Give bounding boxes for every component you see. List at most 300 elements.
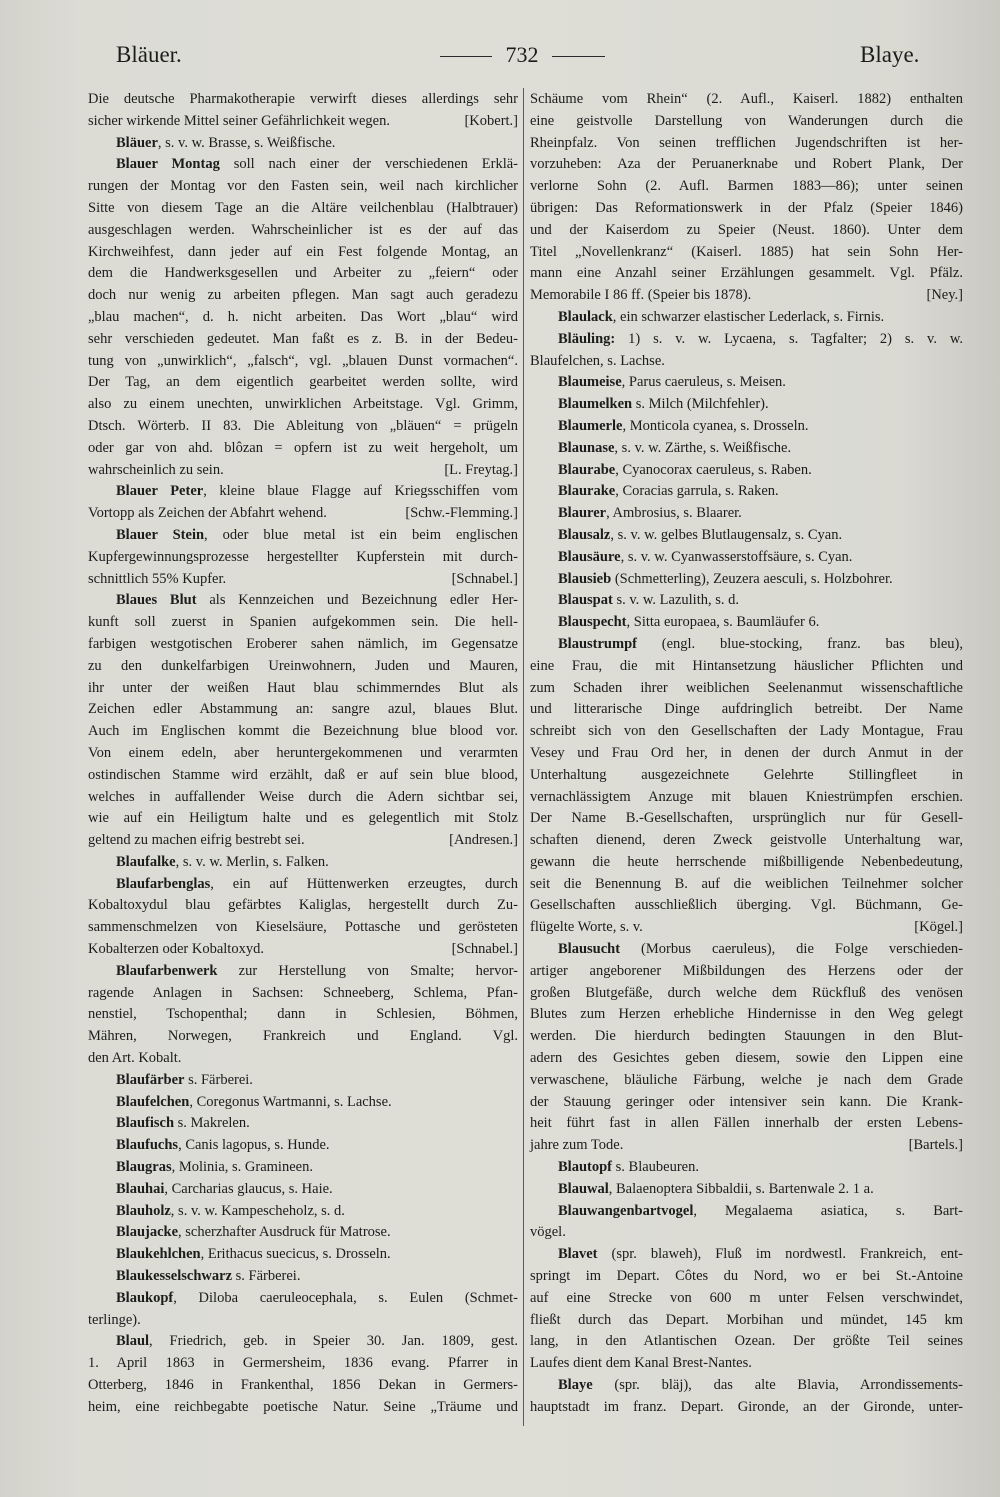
entry-line	[88, 765, 518, 787]
header-rule-right	[552, 56, 605, 57]
entry-text: hauptstadt im franz. Depart. Gironde, an der Gironde, unter-	[530, 1398, 963, 1415]
entry-text: werden. Die hierdurch bedingten Stauungen in den Blut-	[530, 1028, 963, 1045]
entry	[530, 416, 963, 438]
entry-text: ihr unter der weißen Haut blau schimmerndes Blut als	[88, 679, 518, 696]
headword: Blaumeise	[558, 374, 622, 391]
author-signature: [Schnabel.]	[451, 941, 518, 958]
entry	[530, 590, 963, 612]
headword: Blaul	[116, 1333, 150, 1350]
entry-line-text	[530, 1135, 623, 1157]
entry-line	[530, 983, 963, 1005]
entry-line	[88, 307, 518, 329]
entry-text: Kobaltoxydul blau gefärbtes Kaliglas, hergestellt durch Zu-	[88, 897, 518, 914]
entry-line	[530, 699, 963, 721]
entry-line	[530, 285, 963, 307]
entry-text: Otterberg, 1846 in Frankenthal, 1856 Dekan in Germers-	[88, 1377, 518, 1394]
entry-line	[88, 895, 518, 917]
headword: Blaukopf	[116, 1289, 174, 1306]
entry-line	[88, 808, 518, 830]
entry-line	[530, 1048, 963, 1070]
entry-text: fließt durch das Depart. Morbihan und mündet, 145 km	[530, 1311, 963, 1328]
entry-line	[88, 133, 518, 155]
entry	[530, 939, 963, 1157]
entry-text: Rheinpfalz. Von seinen trefflichen Jugendschriften ist her-	[530, 134, 963, 151]
entry-line	[530, 329, 963, 351]
entry-text: , Coregonus Wartmanni, s. Lachse.	[189, 1093, 392, 1110]
entry-text: also zu einem unechten, unwirklichen Arbeitstage. Vgl. Grimm,	[88, 396, 518, 413]
entry-text: übrigen: Das Reformationswerk in der Pfalz (Speier 1846)	[530, 199, 963, 216]
entry-text: wie auf ein Heiligtum halte und es gelegentlich mit Stolz	[88, 810, 518, 827]
entry-line	[88, 1113, 518, 1135]
headword: Blautopf	[558, 1159, 612, 1176]
headword: Blauhai	[116, 1180, 165, 1197]
entry-text: (Morbus caeruleus), die Folge verschieden-	[620, 941, 963, 958]
headword: Blausieb	[558, 570, 612, 587]
entry-text: oder gar von ahd. blôzan = opfern ist zu weit hergeholt, um	[88, 439, 518, 456]
entry-line	[88, 1026, 518, 1048]
entry-text: Von einem edeln, aber heruntergekommenen und verarmten	[88, 744, 518, 761]
entry	[530, 525, 963, 547]
entry-line	[530, 1266, 963, 1288]
entry-text: auf eine Strecke von 600 m unter Felsen verschwindet,	[530, 1289, 963, 1306]
entry-line	[530, 372, 963, 394]
entry-line	[88, 830, 518, 852]
entry-text: vernachlässigtem Anzuge mit blauen Kniestrümpfen erschien.	[530, 788, 963, 805]
entry-text: , Monticola cyanea, s. Drosseln.	[622, 417, 809, 434]
entry-line	[88, 460, 518, 482]
headword: Blaufarbenglas	[116, 875, 211, 892]
entry-line	[88, 634, 518, 656]
entry-line	[88, 351, 518, 373]
entry-line	[88, 612, 518, 634]
entry-line-text	[530, 917, 643, 939]
entry-text: s. Färberei.	[184, 1071, 253, 1088]
entry-text: s. Makrelen.	[174, 1115, 250, 1132]
author-signature: [L. Freytag.]	[444, 461, 518, 478]
entry-line	[530, 1353, 963, 1375]
entry-text: artiger angeborener Mißbildungen des Herzens oder der	[530, 962, 963, 979]
entry-line	[88, 547, 518, 569]
entry-text: , s. v. w. Cyanwasserstoffsäure, s. Cyan.	[620, 548, 853, 565]
headword: Blaumerle	[558, 417, 623, 434]
entry-line	[530, 1201, 963, 1223]
entry-line	[88, 874, 518, 896]
entry-text: Titel „Novellenkranz“ (Kaiserl. 1885) hat sein Sohn Her-	[530, 243, 963, 260]
entry	[88, 1331, 518, 1418]
entry	[88, 1179, 518, 1201]
headword: Blaunase	[558, 439, 615, 456]
entry-line	[88, 590, 518, 612]
headword: Blaues Blut	[116, 592, 197, 609]
entry-text: verwaschene, bläuliche Färbung, welche je nach dem Grade	[530, 1071, 963, 1088]
entry-text: (Schmetterling), Zeuzera aesculi, s. Holzbohrer.	[611, 570, 893, 587]
entry-line	[88, 438, 518, 460]
entry-text: , ein schwarzer elastischer Lederlack, s. Firnis.	[612, 308, 885, 325]
entry-line	[88, 154, 518, 176]
entry-line	[88, 678, 518, 700]
entry-text: ragende Anlagen in Sachsen: Schneeberg, Schlema, Pfan-	[88, 984, 518, 1001]
entry-text: Schäume vom Rhein“ (2. Aufl., Kaiserl. 1882) enthalten	[530, 91, 963, 107]
entry	[88, 1135, 518, 1157]
entry-line	[530, 525, 963, 547]
headword: Blauer Montag	[116, 156, 220, 173]
entry-line	[530, 1026, 963, 1048]
entry-text: 1. April 1863 in Germersheim, 1836 evang. Pfarrer in	[88, 1355, 518, 1372]
entry-line	[530, 263, 963, 285]
entry-text: , s. v. w. Brasse, s. Weißfische.	[157, 134, 336, 151]
entry-line	[530, 198, 963, 220]
entry-line	[88, 1201, 518, 1223]
entry-line	[88, 1353, 518, 1375]
headword: Blauer Peter	[116, 483, 204, 500]
entry	[530, 89, 963, 307]
entry-line	[530, 1135, 963, 1157]
entry-text: vorzuheben: Aza der Peruanerknabe und Robert Plank, Der	[530, 156, 963, 173]
author-signature: [Kögel.]	[914, 919, 963, 936]
entry-line	[88, 198, 518, 220]
entry	[530, 481, 963, 503]
entry-line	[530, 961, 963, 983]
entry	[88, 1201, 518, 1223]
entry-text: vögel.	[530, 1224, 566, 1241]
entry-text: gewann die heute herrschende mißbilligende Nebenbedeutung,	[530, 853, 963, 870]
entry-text: , oder blue metal ist ein beim englischen	[204, 526, 518, 543]
entry	[88, 1113, 518, 1135]
entry-text: s. Blaubeuren.	[612, 1159, 699, 1176]
entry-text: ostindischen Stamme wird erzählt, daß er auf sein blue blood,	[88, 766, 518, 783]
entry-line	[88, 961, 518, 983]
running-head-right: Blaye.	[860, 42, 920, 67]
headword: Blauholz	[116, 1202, 171, 1219]
entry	[88, 1070, 518, 1092]
entry-text: eine Frau, die mit Hintansetzung häuslicher Pflichten und	[530, 657, 963, 674]
entry-text: , kleine blaue Flagge auf Kriegsschiffen vom	[203, 483, 518, 500]
entry-text: Der Name B.-Gesellschaften, ursprünglich nur für Gesell-	[530, 810, 963, 827]
entry-line	[530, 1222, 963, 1244]
headword: Blaurer	[558, 505, 607, 522]
entry	[88, 1092, 518, 1114]
headword: Blaulack	[558, 308, 613, 325]
author-signature: [Andresen.]	[449, 832, 518, 849]
entry	[530, 394, 963, 416]
entry-text: Kupfergewinnungsprozesse hergestellter Kupferstein mit durch-	[88, 548, 518, 565]
entry	[530, 329, 963, 373]
entry-line	[88, 220, 518, 242]
headword: Bläuling:	[558, 330, 616, 347]
entry-line-text	[530, 285, 751, 307]
entry-text: heim, eine reichbegabte poetische Natur. Seine „Träume und	[88, 1398, 518, 1415]
entry-line	[88, 1288, 518, 1310]
headword: Blaufisch	[116, 1115, 175, 1132]
entry-text: , Coracias garrula, s. Raken.	[615, 483, 779, 500]
entry-line	[530, 1310, 963, 1332]
entry-line	[88, 1092, 518, 1114]
page-number: 732	[505, 42, 539, 67]
entry-line	[88, 503, 518, 525]
headword: Blaujacke	[116, 1224, 179, 1241]
entry-line	[530, 176, 963, 198]
headword: Blaukesselschwarz	[116, 1268, 232, 1285]
entry	[530, 438, 963, 460]
entry-text: doch nur wenig zu arbeiten pflegen. Man sagt auch geradezu	[88, 287, 518, 304]
entry-line	[530, 1375, 963, 1397]
entry-text: Gesellschaften ausschließlich überging. Vgl. Büchmann, Ge-	[530, 897, 963, 914]
entry-line	[530, 133, 963, 155]
entry-text: sammenschmelzen von Kieselsäure, Pottasche und gerösteten	[88, 919, 518, 936]
entry-line	[530, 154, 963, 176]
entry-line	[88, 1331, 518, 1353]
entry-text: , Friedrich, geb. in Speier 30. Jan. 1809, gest.	[149, 1333, 518, 1350]
entry-text: schaften dienend, deren Zweck geistvolle Unterhaltung war,	[530, 832, 963, 849]
entry-line	[530, 830, 963, 852]
entry-line	[530, 89, 963, 111]
entry-line	[88, 242, 518, 264]
column-divider	[523, 88, 524, 1426]
entry-text: lang, in den Atlantischen Ozean. Der größte Teil seines	[530, 1333, 963, 1350]
entry-text: zum Schaden ihrer weiblichen Seelenanmut wissenschaftliche	[530, 679, 963, 696]
entry-line	[88, 1048, 518, 1070]
entry-line-text	[88, 460, 224, 482]
entry	[88, 961, 518, 1070]
entry-line	[530, 743, 963, 765]
entry-text: , Megalaema asiatica, s. Bart-	[693, 1202, 963, 1219]
entry-line	[88, 699, 518, 721]
entry	[530, 307, 963, 329]
entry-text: und der Kaiserdom zu Speier (Neust. 1860). Unter dem	[530, 221, 963, 238]
headword: Bläuer	[116, 134, 158, 151]
entry-text: Vortopp als Zeichen der Abfahrt wehend.	[88, 505, 327, 522]
header-rule-left	[440, 56, 492, 57]
headword: Blavet	[558, 1246, 598, 1263]
entry-line	[88, 285, 518, 307]
entry	[88, 852, 518, 874]
entry-line	[88, 939, 518, 961]
headword: Blausäure	[558, 548, 621, 565]
entry-line	[530, 242, 963, 264]
entry-text: (engl. blue-stocking, franz. bas bleu),	[636, 635, 963, 652]
running-head-left: Bläuer.	[116, 42, 182, 67]
entry	[530, 1244, 963, 1375]
entry-line	[530, 569, 963, 591]
entry	[88, 154, 518, 481]
entry-text: rungen der Montag vor den Fasten sein, weil nach kirchlicher	[88, 178, 518, 195]
entry-text: s. Färberei.	[232, 1268, 301, 1285]
entry-text: nenstiel, Tschopenthal; dann in Schlesien, Böhmen,	[88, 1006, 518, 1023]
entry-line	[530, 416, 963, 438]
right-column	[530, 89, 963, 1419]
entry	[88, 525, 518, 590]
entry	[88, 1288, 518, 1332]
entry-text: , Molinia, s. Gramineen.	[171, 1159, 313, 1176]
entry-line	[530, 590, 963, 612]
entry-line	[530, 939, 963, 961]
entry-text: , Canis lagopus, s. Hunde.	[178, 1137, 330, 1154]
entry	[530, 1179, 963, 1201]
entry-line	[530, 1397, 963, 1419]
entry-line	[530, 1331, 963, 1353]
entry-text: geltend zu machen eifrig bestrebt sei.	[88, 832, 305, 849]
headword: Blauspat	[558, 592, 613, 609]
entry-text: , s. v. w. gelbes Blutlaugensalz, s. Cyan.	[610, 526, 843, 543]
entry-line	[88, 1179, 518, 1201]
author-signature: [Kobert.]	[464, 112, 518, 129]
entry	[530, 460, 963, 482]
entry-line	[88, 329, 518, 351]
headword: Blausucht	[558, 941, 621, 958]
entry-line	[530, 874, 963, 896]
entry-text: ausgeschlagen werden. Wahrscheinlicher ist es der auf das	[88, 221, 518, 238]
entry-text: sehr verschieden gedeutet. Man faßt es z. B. in der Bedeu-	[88, 330, 518, 347]
entry-text: schnittlich 55% Kupfer.	[88, 570, 227, 587]
entry-line	[530, 1179, 963, 1201]
entry-line	[88, 983, 518, 1005]
entry	[88, 89, 518, 133]
entry-line-text	[88, 830, 305, 852]
entry-text: Mähren, Norwegen, Frankreich und England. Vgl.	[88, 1028, 518, 1045]
entry-line	[530, 1157, 963, 1179]
entry-text: soll nach einer der verschiedenen Erklä-	[219, 156, 518, 173]
headword: Blaukehlchen	[116, 1246, 201, 1263]
author-signature: [Bartels.]	[908, 1137, 963, 1154]
author-signature: [Ney.]	[926, 287, 963, 304]
entry-text: den Art. Kobalt.	[88, 1050, 182, 1067]
entry-text: seit die Benennung B. auf die weiblichen Teilnehmer solcher	[530, 875, 963, 892]
headword: Blaustrumpf	[558, 635, 637, 652]
entry-line	[88, 394, 518, 416]
entry	[88, 1222, 518, 1244]
entry-line-text	[88, 569, 226, 591]
entry-text: Zeichen edler Abstammung an: sangre azul, blaues Blut.	[88, 701, 518, 718]
entry-line	[88, 372, 518, 394]
entry-text: , Balaenoptera Sibbaldii, s. Bartenwale 2. 1 a.	[608, 1180, 874, 1197]
entry-line	[530, 678, 963, 700]
entry-text: , scherzhafter Ausdruck für Matrose.	[178, 1224, 391, 1241]
entry-text: Unterhaltung ausgezeichnete Gelehrte Stillingfleet in	[530, 766, 963, 783]
entry-line	[530, 917, 963, 939]
entry-text: dem die Handwerksgesellen und Arbeiter zu „feiern“ oder	[88, 265, 518, 282]
entry-line	[530, 787, 963, 809]
entry-line	[530, 307, 963, 329]
entry-text: Kirchweihfest, dann jeder auf ein Fest folgende Montag, an	[88, 243, 518, 260]
entry-text: , Carcharias glaucus, s. Haie.	[164, 1180, 333, 1197]
headword: Blauwangenbartvogel	[558, 1202, 694, 1219]
entry-line	[530, 765, 963, 787]
entry-text: Sitte von diesem Tage an die Altäre veilchenblau (Halbtrauer)	[88, 199, 518, 216]
entry-line	[530, 460, 963, 482]
entry	[530, 612, 963, 634]
entry-text: (spr. bläj), das alte Blavia, Arrondissements-	[592, 1377, 963, 1394]
entry-line	[88, 525, 518, 547]
headword: Blaufuchs	[116, 1137, 179, 1154]
entry-text: Memorabile I 86 ff. (Speier bis 1878).	[530, 287, 752, 304]
entry-text: und litterarische Dinge aufdringlich betreibt. Der Name	[530, 701, 963, 718]
entry	[88, 481, 518, 525]
entry-text: , ein auf Hüttenwerken erzeugtes, durch	[210, 875, 518, 892]
entry-text: , Parus caeruleus, s. Meisen.	[621, 374, 786, 391]
headword: Blaufärber	[116, 1071, 185, 1088]
entry-line	[88, 481, 518, 503]
entry-text: flügelte Worte, s. v.	[530, 919, 643, 936]
entry-text: großen Blutgefäße, durch welche dem Rückfluß des venösen	[530, 984, 963, 1001]
entry-text: als Kennzeichen und Bezeichnung edler Her-	[196, 592, 519, 609]
entry-text: tung von „unwirklich“, „falsch“, vgl. „blauen Dunst vormachen“.	[88, 352, 518, 369]
entry-line	[88, 1266, 518, 1288]
entry	[530, 1157, 963, 1179]
entry-text: mann eine Anzahl seiner Erzählungen gesammelt. Vgl. Pfälz.	[530, 265, 963, 282]
entry-line	[530, 1113, 963, 1135]
entry-line	[88, 1397, 518, 1419]
entry-text: welches in auffallender Weise durch die Adern sichtbar sei,	[88, 788, 518, 805]
entry-text: farbigen westgotischen Eroberer sahen nämlich, im Gegensatze	[88, 635, 518, 652]
entry-line	[88, 1244, 518, 1266]
headword: Blausalz	[558, 526, 611, 543]
entry	[88, 1157, 518, 1179]
entry-text: , Erithacus suecicus, s. Drosseln.	[200, 1246, 391, 1263]
entry-line	[530, 721, 963, 743]
entry-text: kunft soll zuerst in Spanien aufgekommen sein. Die hell-	[88, 614, 518, 631]
entry-text: „blau machen“, d. h. nicht arbeiten. Das Wort „blau“ wird	[88, 308, 518, 325]
headword: Blaufalke	[116, 853, 176, 870]
entry-line	[530, 481, 963, 503]
entry-line	[88, 743, 518, 765]
entry-line	[88, 1222, 518, 1244]
entry-line-text	[88, 939, 264, 961]
entry-text: verlorne Sohn (2. Aufl. Barmen 1883—86); unter seinen	[530, 178, 963, 195]
entry-line	[88, 1157, 518, 1179]
entry-line	[88, 1375, 518, 1397]
entry-line	[88, 176, 518, 198]
entry-line	[530, 547, 963, 569]
entry-line	[530, 612, 963, 634]
entry	[88, 590, 518, 852]
entry-text: zu den dunkelfarbigen Ureinwohnern, Juden und Mauren,	[88, 657, 518, 674]
entry-line	[530, 1092, 963, 1114]
entry	[530, 372, 963, 394]
entry-text: s. Milch (Milchfehler).	[632, 396, 769, 413]
entry-line	[530, 1288, 963, 1310]
entry-line	[88, 1135, 518, 1157]
entry-line	[530, 634, 963, 656]
entry-text: Die deutsche Pharmakotherapie verwirft dieses allerdings sehr	[88, 91, 518, 107]
entry-text: adern des Gesichtes geben diesem, sowie den Lippen eine	[530, 1050, 963, 1067]
entry-text: zur Herstellung von Smalte; hervor-	[217, 962, 518, 979]
entry-text: , s. v. w. Merlin, s. Falken.	[175, 853, 329, 870]
entry-text: , Diloba caeruleocephala, s. Eulen (Schmet-	[173, 1289, 518, 1306]
entry-text: der Stauung geringer oder intensiver sein kann. Die Krank-	[530, 1093, 963, 1110]
entry-text: Dtsch. Wörterb. II 83. Die Ableitung von „bläuen“ = prügeln	[88, 417, 518, 434]
headword: Blaurabe	[558, 461, 616, 478]
entry-line	[530, 394, 963, 416]
entry-text: terlinge).	[88, 1311, 141, 1328]
entry-line	[530, 111, 963, 133]
entry-line	[88, 416, 518, 438]
entry-text: Blutes zum Herzen erhebliche Hindernisse in den Weg gelegt	[530, 1006, 963, 1023]
headword: Blaufarbenwerk	[116, 962, 218, 979]
entry	[530, 1375, 963, 1419]
entry	[88, 874, 518, 961]
entry-line	[530, 1004, 963, 1026]
entry-line	[88, 721, 518, 743]
entry-line	[88, 1070, 518, 1092]
entry-text: , Ambrosius, s. Blaarer.	[606, 505, 742, 522]
headword: Blaye	[558, 1377, 593, 1394]
entry	[88, 1244, 518, 1266]
entry-line	[530, 351, 963, 373]
entry-line	[530, 503, 963, 525]
entry	[530, 547, 963, 569]
entry	[530, 569, 963, 591]
entry	[88, 133, 518, 155]
